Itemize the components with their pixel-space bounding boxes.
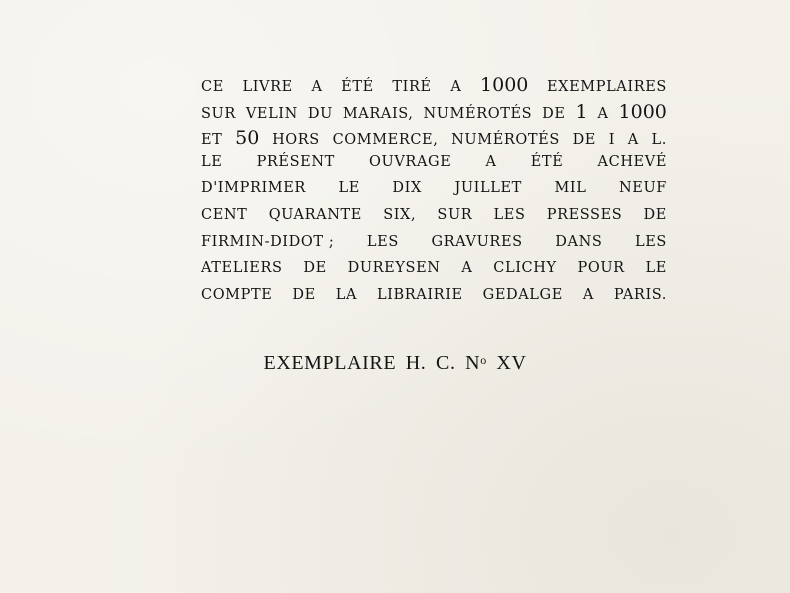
colophon-word: NUMÉROTÉS [451, 132, 560, 149]
colophon-word: MIL [554, 180, 587, 197]
colophon-word: A [450, 79, 462, 95]
colophon-word: PARIS. [613, 286, 667, 303]
colophon-line [201, 180, 667, 207]
colophon-line [201, 287, 667, 314]
colophon-word: MARAIS, [342, 105, 414, 122]
colophon-word: COMPTE [201, 286, 273, 303]
colophon-word: OUVRAGE [369, 153, 452, 170]
colophon-word: LES [493, 206, 526, 223]
colophon-word: LIVRE [242, 79, 293, 95]
colophon-word: PRESSES [546, 206, 623, 223]
colophon-line [201, 101, 667, 128]
copy-number-line [0, 352, 790, 375]
colophon-word: ATELIERS [201, 260, 283, 277]
colophon-word: COMMERCE, [332, 132, 439, 149]
colophon-line [201, 207, 667, 234]
colophon-word: LE [338, 180, 360, 197]
colophon-word: DE [292, 286, 316, 303]
colophon-word: L. [651, 132, 667, 149]
colophon-word: DE [542, 105, 566, 122]
colophon-line [201, 154, 667, 181]
colophon-line [201, 260, 667, 287]
colophon-word: FIRMIN-DIDOT ; [201, 233, 335, 250]
colophon-word: A [311, 79, 323, 95]
colophon-word: GRAVURES [431, 233, 523, 250]
colophon-word: NUMÉROTÉS [423, 105, 533, 122]
colophon-word: DUREYSEN [347, 260, 441, 277]
colophon-word: DANS [555, 233, 603, 250]
colophon-word: LES [366, 233, 399, 250]
colophon-word: CE [201, 79, 224, 95]
colophon-word: CLICHY [493, 260, 557, 277]
colophon-word: EXEMPLAIRES [546, 79, 667, 95]
colophon-word: SUR [437, 206, 473, 223]
colophon-word: LA [335, 286, 358, 303]
colophon-text [201, 74, 667, 313]
colophon-word: LE [645, 260, 667, 277]
colophon-word: LES [635, 233, 667, 250]
colophon-word: A [485, 153, 497, 170]
colophon-word: HORS [272, 132, 320, 149]
colophon-word: A [461, 260, 473, 277]
colophon-word: DE [572, 132, 596, 149]
colophon-word: GEDALGE [482, 286, 563, 303]
colophon-word: DU [307, 105, 333, 122]
colophon-line [201, 127, 667, 154]
colophon-word: 1 [575, 100, 588, 123]
colophon-word: 1000 [480, 74, 529, 96]
colophon-word: JUILLET [454, 180, 522, 197]
colophon-word: VELIN [245, 105, 298, 122]
colophon-word: ÉTÉ [530, 153, 564, 170]
colophon-line [201, 234, 667, 261]
colophon-word: DIX [392, 180, 422, 197]
colophon-word: PRÉSENT [256, 153, 335, 170]
colophon-word: ACHEVÉ [597, 153, 667, 170]
colophon-word: I [608, 132, 616, 149]
colophon-word: LE [201, 153, 223, 170]
colophon-word: SIX, [383, 206, 417, 223]
colophon-word: A [597, 105, 609, 122]
colophon-word: 50 [235, 127, 260, 150]
colophon-word: LIBRAIRIE [376, 286, 463, 303]
colophon-word: DE [643, 206, 667, 223]
colophon-word: DE [303, 260, 327, 277]
colophon-word: NEUF [619, 180, 667, 197]
colophon-word: 1000 [618, 100, 667, 123]
colophon-word: QUARANTE [268, 206, 362, 223]
copy-number-value: XV [496, 352, 527, 374]
copy-number-superscript: o [480, 353, 487, 367]
colophon-line [201, 74, 667, 101]
colophon-word: CENT [201, 206, 248, 223]
colophon-word: ET [201, 132, 223, 149]
colophon-word: ÉTÉ [341, 79, 374, 95]
colophon-word: SUR [201, 105, 236, 122]
colophon-word: POUR [577, 260, 625, 277]
colophon-word: A [582, 286, 594, 303]
colophon-word: D'IMPRIMER [201, 180, 306, 197]
copy-number-prefix: EXEMPLAIRE H. C. N [263, 352, 481, 374]
colophon-word: TIRÉ [392, 79, 432, 95]
colophon-word: A [627, 132, 639, 149]
